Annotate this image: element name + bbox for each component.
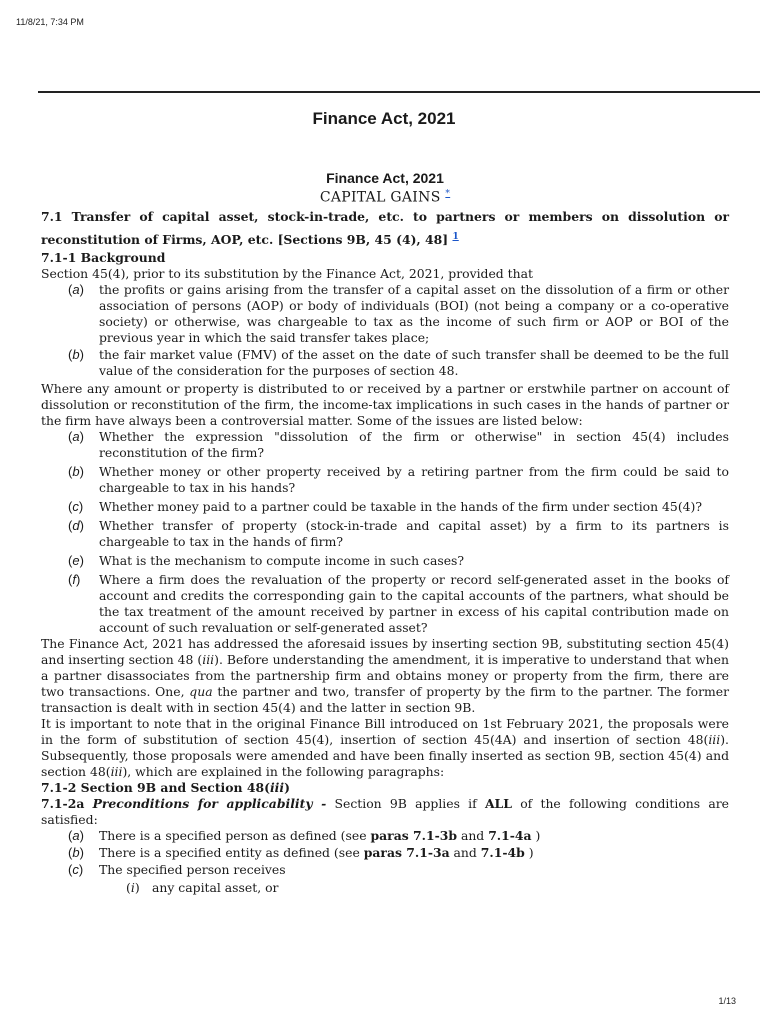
cross-reference-link[interactable]: paras 7.1-3b	[370, 827, 457, 843]
list-item-text: Whether the expression "dissolution of the firm or otherwise" in section 45(4) includes reconstitution of the firm?	[99, 428, 729, 460]
heading-7-1	[41, 206, 729, 250]
list-item-text: Whether money paid to a partner could be taxable in the hands of the firm under section 45(4)?	[99, 498, 703, 514]
list-item	[41, 862, 729, 878]
paragraph-finance-bill: It is important to note that in the original Finance Bill introduced on 1st February 2021, the proposals were in the form of substitution of section 45(4), insertion of section 45(4A) and insertion of section 48(iii). Subsequently, those proposals were amended and have been finally inserted as section 9B, section 45(4) and section 48(iii), which are explained in the following paragraphs:	[41, 715, 729, 779]
list-marker: (c)	[68, 861, 84, 877]
list-item	[41, 572, 729, 636]
list-item-text: What is the mechanism to compute income in such cases?	[99, 552, 465, 568]
paragraph-7-1-2a: 7.1-2a Preconditions for applicability - Section 9B applies if ALL of the following conditions are satisfied:	[41, 795, 729, 827]
cross-reference-link[interactable]: 7.1-4b	[480, 844, 525, 860]
document-body	[41, 170, 729, 896]
list-marker: (f)	[68, 571, 81, 587]
list-marker: (b)	[68, 844, 84, 860]
list-marker: (a)	[68, 428, 84, 444]
list-item-text: the fair market value (FMV) of the asset on the date of such transfer shall be deemed to be the full value of the consideration for the purposes of section 48.	[99, 346, 729, 378]
list-item	[41, 518, 729, 550]
list-item-text: Whether transfer of property (stock-in-trade and capital asset) by a firm to its partners is chargeable to tax in the hands of firm?	[99, 517, 729, 549]
list-marker: (a)	[68, 827, 84, 843]
list-item	[41, 499, 729, 515]
list-marker: (i)	[126, 879, 140, 895]
list-marker: (d)	[68, 517, 84, 533]
paragraph-intro: Section 45(4), prior to its substitution by the Finance Act, 2021, provided that	[41, 265, 533, 281]
list-issues	[41, 429, 729, 636]
paragraph-finance-act: The Finance Act, 2021 has addressed the aforesaid issues by inserting section 9B, substituting section 45(4) and inserting section 48 (iii). Before understanding the amendment, it is imperative to understand that when a partner disassociates from the partnership firm and obtains money or property from the firm, there are two transactions. One, qua the partner and two, transfer of property by the firm to the partner. The former transaction is dealt with in section 45(4) and the latter in section 9B.	[41, 635, 730, 715]
list-marker: (b)	[68, 463, 84, 479]
list-item-text: Whether money or other property received by a retiring partner from the firm could be said to chargeable to tax in his hands?	[99, 463, 729, 495]
list-item-text: Where a firm does the revaluation of the property or record self-generated asset in the books of account and credits the corresponding gain to the capital accounts of the partners, what should be the tax treatment of the amount received by partner in excess of his capital contribution made on account of such revaluation or self-generated asset?	[99, 571, 729, 635]
paragraph-where: Where any amount or property is distributed to or received by a partner or erstwhile partner on account of dissolution or reconstitution of the firm, the income-tax implications in such cases in the hands of partner or the firm have always been a controversial matter. Some of the issues are listed below:	[41, 380, 729, 428]
list-marker: (a)	[68, 281, 84, 297]
page-number: 1/13	[718, 996, 736, 1006]
heading-7-1-footnote-link[interactable]: 1	[452, 231, 459, 242]
cross-reference-link[interactable]: paras 7.1-3a	[363, 844, 450, 860]
list-item	[41, 845, 729, 861]
list-item	[41, 828, 729, 844]
cross-reference-link[interactable]: 7.1-4a	[488, 827, 532, 843]
list-item	[41, 429, 729, 461]
heading-7-1-text: 7.1 Transfer of capital asset, stock-in-trade, etc. to partners or members on dissolution or reconstitution of Firms, AOP, etc. [Sections 9B, 45 (4), 48]	[41, 208, 729, 247]
subheading-7-1-2: 7.1-2 Section 9B and Section 48(iii)	[41, 779, 290, 795]
document-subtitle: Finance Act, 2021	[326, 170, 444, 186]
list-item-text: the profits or gains arising from the transfer of a capital asset on the dissolution of a firm or other association of persons (AOP) or body of individuals (BOI) (not being a company or a co-operative society) or otherwise, was chargeable to tax as the income of such firm or AOP or BOI of the previous year in which the said transfer takes place;	[99, 281, 729, 345]
sub-list-item	[41, 880, 729, 896]
list-conditions	[41, 828, 729, 896]
list-marker: (e)	[68, 552, 84, 568]
section-title-footnote-link[interactable]: *	[445, 189, 451, 199]
list-item-text: any capital asset, or	[152, 879, 279, 895]
page-title: Finance Act, 2021	[312, 109, 456, 128]
list-marker: (b)	[68, 346, 84, 362]
list-item-text: There is a specified person as defined (see paras 7.1-3b and 7.1-4a )	[99, 827, 541, 843]
list-section-45-4	[41, 282, 729, 379]
header-rule	[38, 91, 760, 93]
list-item-text: There is a specified entity as defined (see paras 7.1-3a and 7.1-4b )	[99, 844, 534, 860]
section-title	[41, 186, 729, 206]
list-item	[41, 282, 729, 346]
list-item	[41, 464, 729, 496]
section-title-text: CAPITAL GAINS	[319, 189, 441, 206]
list-item	[41, 553, 729, 569]
subheading-7-1-1: 7.1-1 Background	[41, 249, 166, 265]
list-marker: (c)	[68, 498, 84, 514]
list-item	[41, 347, 729, 379]
print-date: 11/8/21, 7:34 PM	[16, 17, 84, 27]
list-item-text: The specified person receives	[99, 861, 286, 877]
